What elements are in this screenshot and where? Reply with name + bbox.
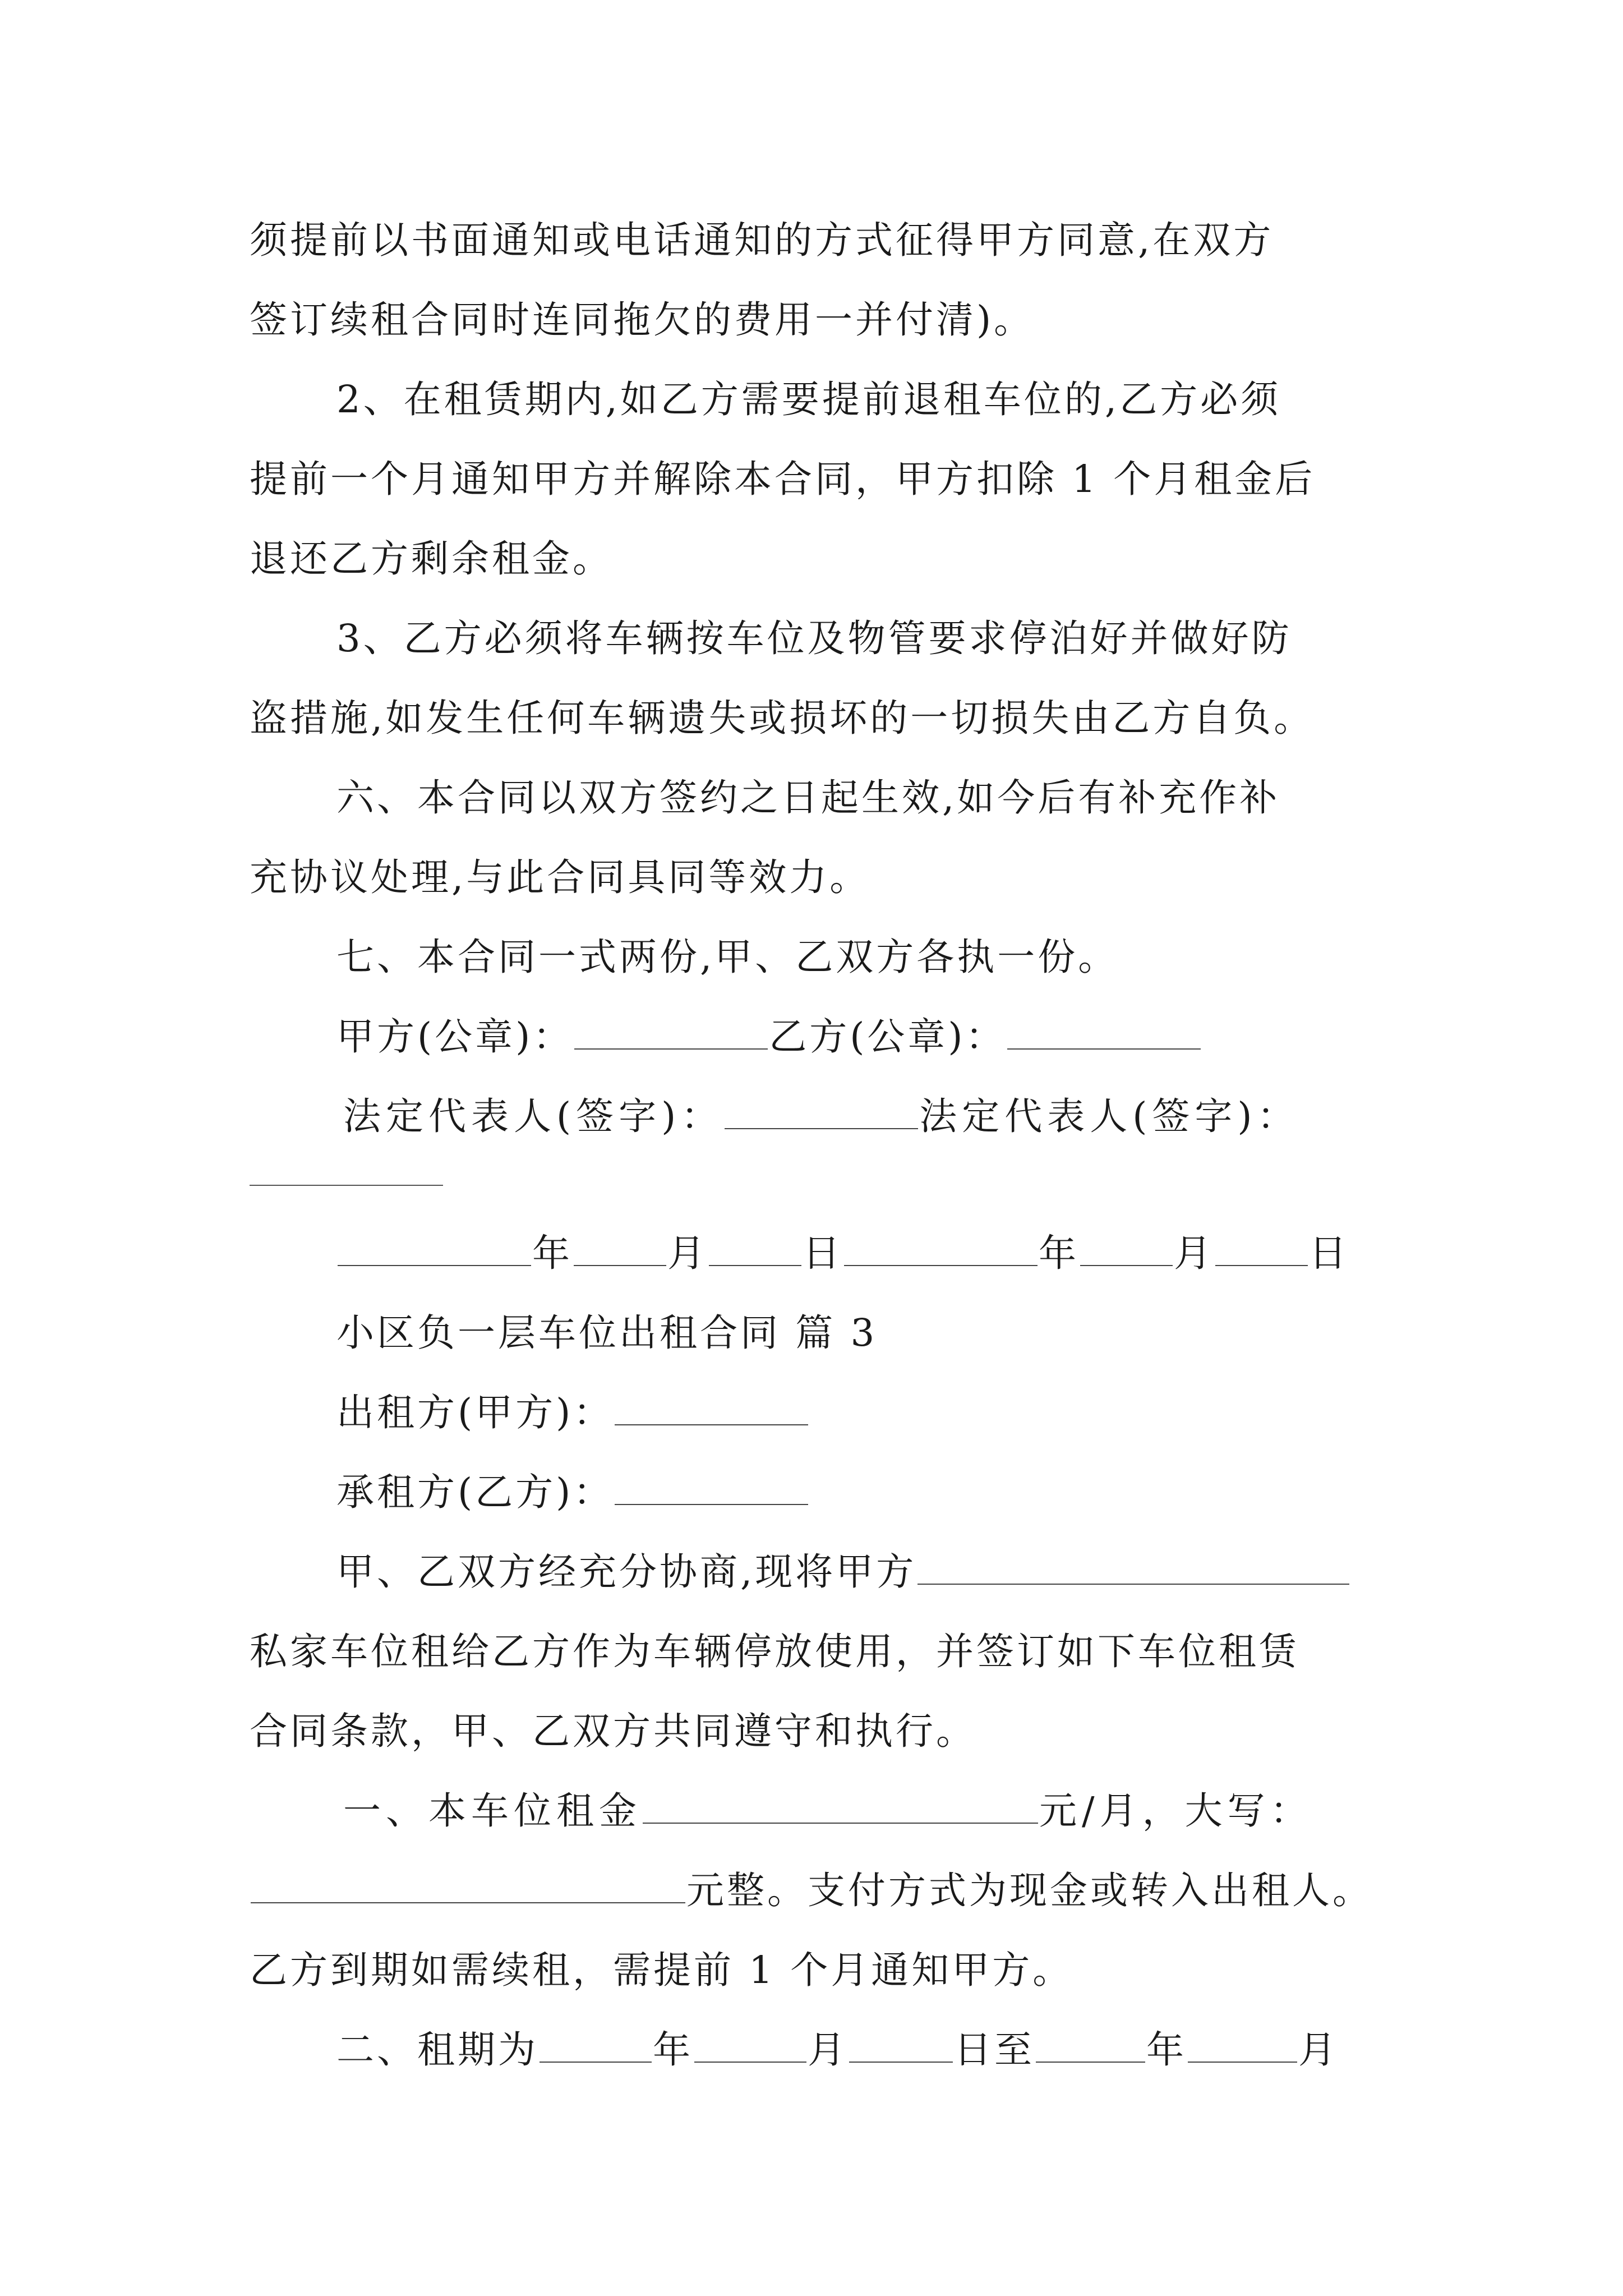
paragraph-line: 须提前以书面通知或电话通知的方式征得甲方同意,在双方 [250, 218, 1274, 262]
term-start-month-blank [694, 2028, 806, 2063]
term-start-day-blank [849, 2028, 953, 2063]
party-b-rep-label: 法定代表人(签字)： [919, 1094, 1300, 1138]
section-title: 小区负一层车位出租合同 篇 3 [336, 1311, 878, 1355]
representative-line [343, 1094, 1300, 1139]
term-year2-label: 年 [1146, 2028, 1187, 2072]
rent-unit: 元/月，大写： [1039, 1789, 1313, 1833]
clause-seven: 七、本合同一式两份,甲、乙双方各执一份。 [336, 935, 1119, 979]
party-a-seal-blank [574, 1015, 768, 1050]
intro-line [336, 1549, 1350, 1594]
month-label: 月 [667, 1231, 708, 1275]
paragraph-line: 退还乙方剩余租金。 [250, 537, 613, 581]
lessor-label: 出租方(甲方)： [336, 1391, 614, 1434]
seal-line [336, 1014, 1202, 1059]
clause-six: 六、本合同以双方签约之日起生效,如今后有补充作补 [336, 776, 1280, 820]
lessee-blank [615, 1470, 808, 1505]
lessor-line [336, 1390, 809, 1435]
intro-text: 甲、乙双方经充分协商,现将甲方 [336, 1550, 917, 1594]
rent-prefix: 一、本车位租金 [343, 1789, 642, 1833]
lessor-blank [615, 1391, 808, 1425]
party-a-rep-blank [725, 1094, 918, 1129]
rent-tail: 元整。支付方式为现金或转入出租人。 [686, 1869, 1373, 1912]
paragraph-line: 盗措施,如发生任何车辆遗失或损坏的一切损失由乙方自负。 [250, 696, 1315, 740]
renewal-line: 乙方到期如需续租，需提前 1 个月通知甲方。 [250, 1948, 1073, 1992]
clause-3: 3、乙方必须将车辆按车位及物管要求停泊好并做好防 [336, 616, 1292, 660]
paragraph-line: 签订续租合同时连同拖欠的费用一并付清)。 [250, 298, 1035, 342]
clause-2: 2、在租赁期内,如乙方需要提前退租车位的,乙方必须 [336, 378, 1281, 421]
year-label: 年 [532, 1231, 573, 1275]
term-end-month-blank [1188, 2028, 1297, 2063]
paragraph-line: 合同条款，甲、乙双方共同遵守和执行。 [250, 1709, 976, 1753]
term-month-label: 月 [808, 2028, 848, 2072]
year-b-blank [844, 1231, 1038, 1266]
term-day-to-label: 日至 [954, 2028, 1035, 2072]
party-b-seal-label: 乙方(公章)： [769, 1015, 1006, 1059]
paragraph-line: 提前一个月通知甲方并解除本合同，甲方扣除 1 个月租金后 [250, 457, 1316, 501]
party-b-seal-blank [1007, 1015, 1201, 1050]
term-end-year-blank [1036, 2028, 1145, 2063]
party-a-seal-label: 甲方(公章)： [336, 1015, 574, 1059]
month-label: 月 [1174, 1231, 1214, 1275]
day-a-blank [709, 1231, 801, 1266]
day-label: 日 [803, 1231, 843, 1275]
party-b-rep-blank [250, 1185, 443, 1186]
paragraph-line: 私家车位租给乙方作为车辆停放使用，并签订如下车位租赁 [250, 1630, 1299, 1673]
term-year-label: 年 [653, 2028, 693, 2072]
rent-line [343, 1788, 1313, 1833]
lessee-label: 承租方(乙方)： [336, 1470, 614, 1514]
month-b-blank [1080, 1231, 1173, 1266]
lessee-line [336, 1470, 809, 1515]
rent-amount-blank [643, 1789, 1038, 1824]
year-label: 年 [1039, 1231, 1079, 1275]
term-start-year-blank [540, 2028, 652, 2063]
term-prefix: 二、租期为 [336, 2028, 538, 2072]
day-label: 日 [1309, 1231, 1349, 1275]
rent-capital-blank [251, 1869, 685, 1903]
term-month2-label: 月 [1298, 2028, 1339, 2072]
term-line [336, 2027, 1339, 2072]
party-a-rep-label: 法定代表人(签字)： [343, 1094, 724, 1138]
paragraph-line: 充协议处理,与此合同具同等效力。 [250, 855, 870, 899]
day-b-blank [1215, 1231, 1308, 1266]
year-a-blank [338, 1231, 531, 1266]
rent-capital-line [250, 1868, 1373, 1913]
lessor-property-blank [917, 1550, 1349, 1585]
date-line [336, 1231, 1349, 1276]
month-a-blank [574, 1231, 666, 1266]
